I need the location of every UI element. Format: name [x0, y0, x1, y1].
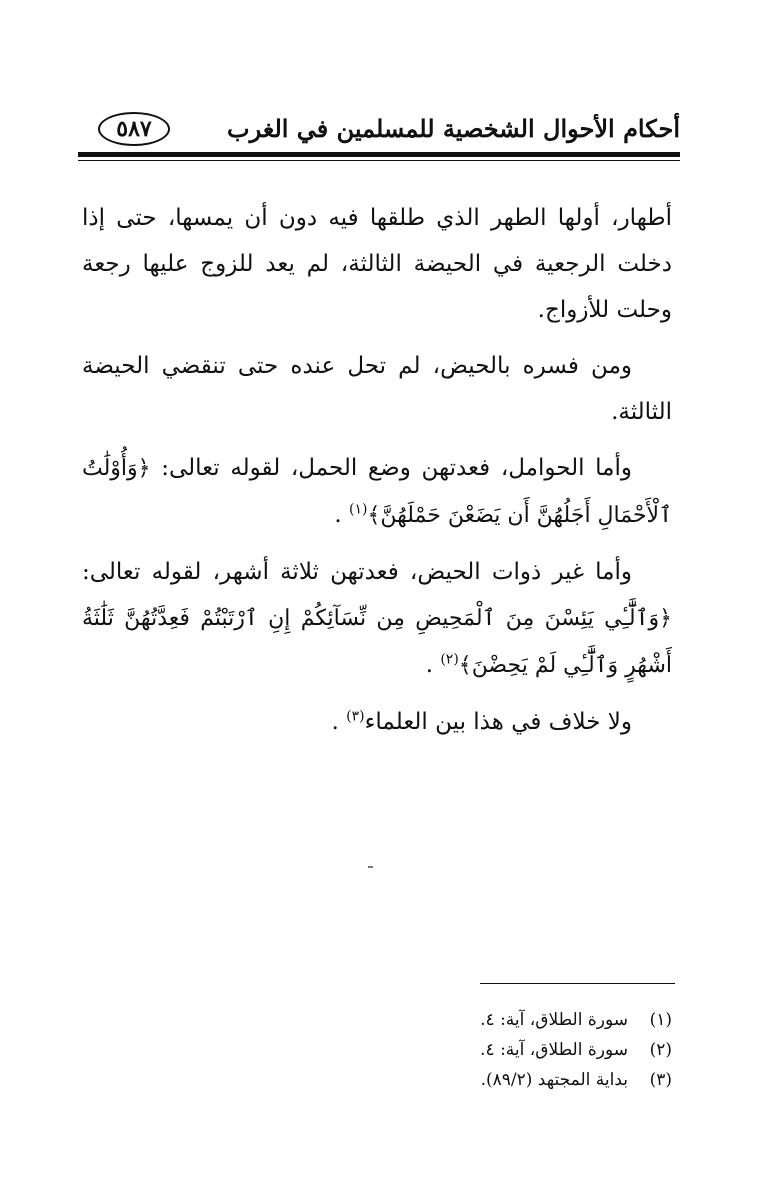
footnote-number: (٢)	[649, 1040, 672, 1060]
header-rule-thick	[78, 152, 680, 157]
footnote-ref-2: (٢)	[440, 651, 459, 668]
paragraph-5	[82, 699, 672, 745]
footnote-ref-3: (٣)	[346, 708, 365, 725]
paragraph-3	[82, 445, 672, 539]
body-text	[82, 195, 672, 755]
paragraph-1	[82, 195, 672, 333]
quran-verse-1: وَأُوْلَٰتُ ٱلْأَحْمَالِ أَجَلُهُنَّ أَن يَضَعْنَ حَمْلَهُنَّ	[82, 456, 672, 528]
footnote-number: (١)	[649, 1010, 672, 1030]
footnote-item	[300, 1035, 672, 1065]
footnote-separator	[480, 983, 675, 984]
footnote-item	[300, 1005, 672, 1035]
footnote-text: سورة الطلاق، آية: ٤.	[480, 1010, 628, 1030]
paragraph-3-period: .	[334, 502, 342, 528]
quote-close-bracket: ﴾	[458, 653, 472, 678]
paragraph-5-text: ولا خلاف في هذا بين العلماء	[364, 709, 632, 735]
page-number: ٥٨٧	[98, 112, 170, 146]
paragraph-2-text: ومن فسره بالحيض، لم تحل عنده حتى تنقضي الحيضة الثالثة.	[82, 353, 672, 425]
paragraph-5-period: .	[331, 709, 339, 735]
footnotes	[300, 1005, 672, 1095]
page-header	[78, 112, 680, 152]
footnote-number: (٣)	[649, 1070, 672, 1090]
quote-close-bracket: ﴾	[367, 503, 381, 528]
quote-open-bracket: ﴿	[659, 606, 672, 631]
running-title: أحكام الأحوال الشخصية للمسلمين في الغرب	[227, 114, 680, 143]
footnote-text: سورة الطلاق، آية: ٤.	[480, 1040, 628, 1060]
paragraph-3-intro: وأما الحوامل، فعدتهن وضع الحمل، لقوله تعالى:	[161, 455, 632, 481]
footnote-item	[300, 1065, 672, 1095]
footnote-text: بداية المجتهد (٨٩/٢).	[480, 1070, 628, 1090]
paragraph-4	[82, 549, 672, 689]
header-rule-thin	[78, 160, 680, 161]
paragraph-4-intro: وأما غير ذوات الحيض، فعدتهن ثلاثة أشهر، لقوله تعالى:	[82, 559, 632, 585]
quote-open-bracket: ﴿	[137, 456, 151, 481]
paragraph-4-period: .	[425, 652, 434, 678]
quran-verse-2: وَٱلَّٰٓـِٔي يَئِسْنَ مِنَ ٱلْمَحِيضِ مِن نِّسَآئِكُمْ إِنِ ٱرْتَبْتُمْ فَعِدَّتُهُنَّ ثَلَٰثَةُ أَشْهُرٍ وَٱلَّٰٓـِٔي لَمْ يَحِضْنَ	[82, 606, 672, 678]
paragraph-1-text: أطهار، أولها الطهر الذي طلقها فيه دون أن يمسها، حتى إذا دخلت الرجعية في الحيضة الثالثة، لم يعد للزوج عليها رجعة وحلت للأزواج.	[82, 205, 672, 323]
footnote-ref-1: (١)	[349, 501, 368, 518]
stray-mark	[368, 866, 373, 868]
paragraph-2	[82, 343, 672, 435]
